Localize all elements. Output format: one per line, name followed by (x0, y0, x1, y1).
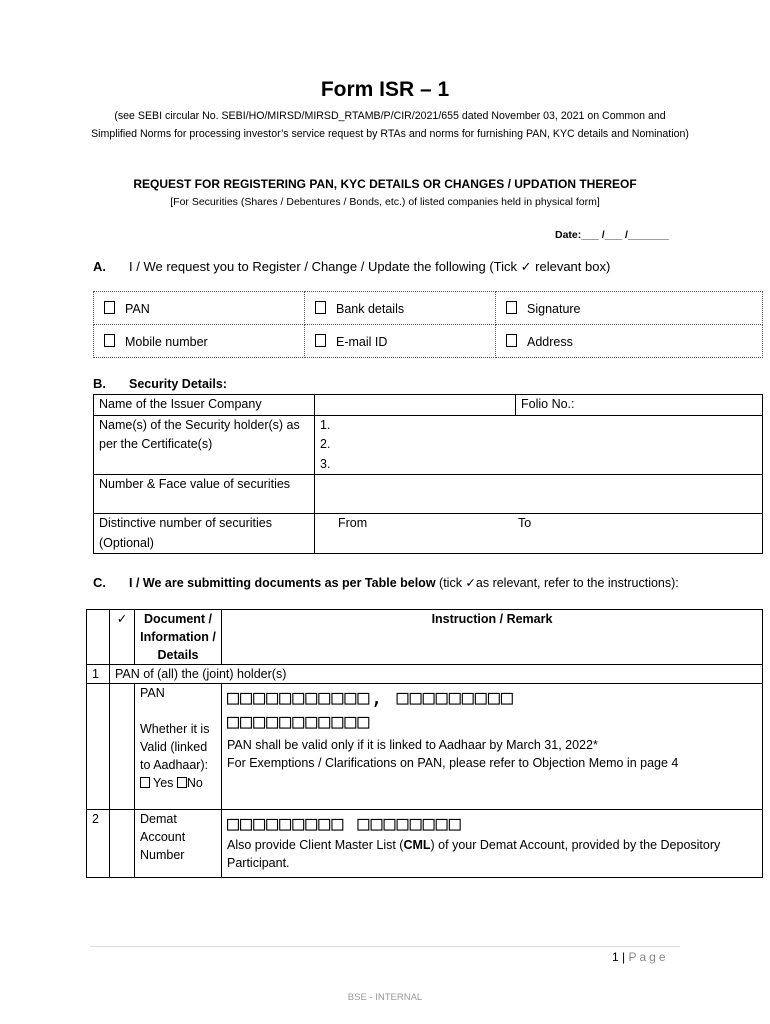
holder-1: 1. (320, 417, 331, 432)
section-c-header (93, 574, 713, 592)
option-bank-details[interactable] (305, 292, 496, 325)
demat-instruction-cell (222, 810, 763, 878)
yes-no-choice (140, 774, 216, 792)
option-label: Signature (527, 301, 581, 316)
option-signature[interactable] (496, 292, 763, 325)
cml-note-bold: CML (403, 838, 431, 852)
checkbox-icon[interactable] (177, 777, 187, 788)
holder-2: 2. (320, 437, 331, 451)
checkbox-icon[interactable] (104, 334, 115, 347)
row-number: 2 (87, 810, 110, 878)
holder-3: 3. (320, 456, 331, 471)
footer-divider (90, 946, 680, 947)
to-label: To (518, 516, 532, 530)
update-options-table (93, 291, 763, 358)
option-label: PAN (125, 301, 150, 316)
face-value-input[interactable] (315, 475, 763, 514)
section-b-letter: B. (93, 376, 106, 391)
security-details-table (93, 394, 763, 554)
checkbox-icon[interactable] (315, 334, 326, 347)
yes-label: Yes (153, 776, 174, 790)
pan-valid-label: Whether it is Valid (linked to Aadhaar): (140, 722, 210, 772)
checkbox-icon[interactable] (140, 777, 150, 788)
tick-cell[interactable] (110, 810, 135, 878)
option-email-id[interactable] (305, 325, 496, 358)
issuer-company-input[interactable] (315, 395, 516, 416)
checkbox-icon[interactable] (506, 301, 517, 314)
pan-label: PAN (140, 686, 165, 700)
cml-note (227, 836, 757, 872)
request-heading-note: [For Securities (Shares / Debentures / Bonds, etc.) of listed companies held in physical form] (170, 196, 600, 208)
section-a-header (93, 259, 610, 275)
pan-entry-boxes[interactable]: □□□□□□□□□□□, □□□□□□□□□ (227, 685, 514, 709)
pan-document-cell (135, 684, 222, 810)
option-address[interactable] (496, 325, 763, 358)
demat-document-cell: Demat Account Number (135, 810, 222, 878)
date-field[interactable]: Date:___ /___ /_______ (555, 229, 669, 241)
section-c-letter: C. (93, 575, 106, 590)
tick-column-header: ✓ (110, 610, 135, 665)
pan-entry-boxes-2[interactable]: □□□□□□□□□□□ (227, 709, 371, 733)
page-number-value: 1 (612, 950, 619, 964)
section-c-bold-text: I / We are submitting documents as per Table below (129, 576, 436, 590)
face-value-label: Number & Face value of securities (94, 475, 315, 514)
page-word: Page (628, 950, 669, 964)
page-separator: | (622, 950, 626, 964)
document-column-header: Document / Information / Details (135, 610, 222, 665)
option-label: Bank details (336, 301, 405, 316)
holder-names-input[interactable] (315, 415, 763, 475)
request-heading: REQUEST FOR REGISTERING PAN, KYC DETAILS OR CHANGES / UPDATION THEREOF (133, 177, 637, 191)
pan-validity-note: PAN shall be valid only if it is linked to Aadhaar by March 31, 2022* (227, 738, 598, 752)
option-label: Mobile number (125, 334, 208, 349)
holder-names-label: Name(s) of the Security holder(s) as per the Certificate(s) (94, 415, 315, 475)
documents-table (86, 609, 763, 878)
folio-label: Folio No.: (521, 397, 575, 411)
cml-note-post: ) of your Demat Account, provided by the Depository Participant. (227, 838, 721, 870)
folio-no-field[interactable] (516, 395, 763, 416)
pan-exemption-note: For Exemptions / Clarifications on PAN, please refer to Objection Memo in page 4 (227, 756, 679, 770)
section-b-title: Security Details: (129, 377, 227, 391)
tick-cell[interactable] (110, 684, 135, 810)
page-number (612, 950, 669, 964)
cml-note-pre: Also provide Client Master List ( (227, 838, 404, 852)
option-label: E-mail ID (336, 334, 388, 349)
form-title: Form ISR – 1 (320, 78, 450, 101)
distinctive-number-input[interactable] (315, 514, 763, 554)
no-label: No (186, 776, 203, 790)
pan-instruction-cell (222, 684, 763, 810)
section-a-text: I / We request you to Register / Change / Update the following (Tick ✓ relevant box) (129, 259, 611, 274)
option-mobile-number[interactable] (94, 325, 305, 358)
demat-entry-boxes[interactable]: □□□□□□□□□ □□□□□□□□ (227, 811, 462, 835)
instruction-column-header: Instruction / Remark (222, 610, 763, 665)
row-title: PAN of (all) the (joint) holder(s) (110, 665, 763, 684)
from-label: From (338, 516, 368, 530)
checkbox-icon[interactable] (315, 301, 326, 314)
row-number: 1 (87, 665, 110, 684)
distinctive-number-label: Distinctive number of securities (Optional) (94, 514, 315, 554)
issuer-company-label: Name of the Issuer Company (94, 395, 315, 416)
option-pan[interactable] (94, 292, 305, 325)
section-b-header (93, 376, 227, 391)
section-a-letter: A. (93, 259, 106, 274)
option-label: Address (527, 334, 573, 349)
checkbox-icon[interactable] (104, 301, 115, 314)
checkbox-icon[interactable] (506, 334, 517, 347)
section-c-rest-text: (tick ✓as relevant, refer to the instructions): (439, 576, 679, 590)
classification-label: BSE - INTERNAL (347, 992, 423, 1003)
form-subtitle: (see SEBI circular No. SEBI/HO/MIRSD/MIRSD_RTAMB/P/CIR/2021/655 dated November 03, 2021 on Common and Simplified Norms for processing investor’s service request by RTAs and norms for furnishing PAN, KYC details and Nomination) (91, 110, 689, 140)
